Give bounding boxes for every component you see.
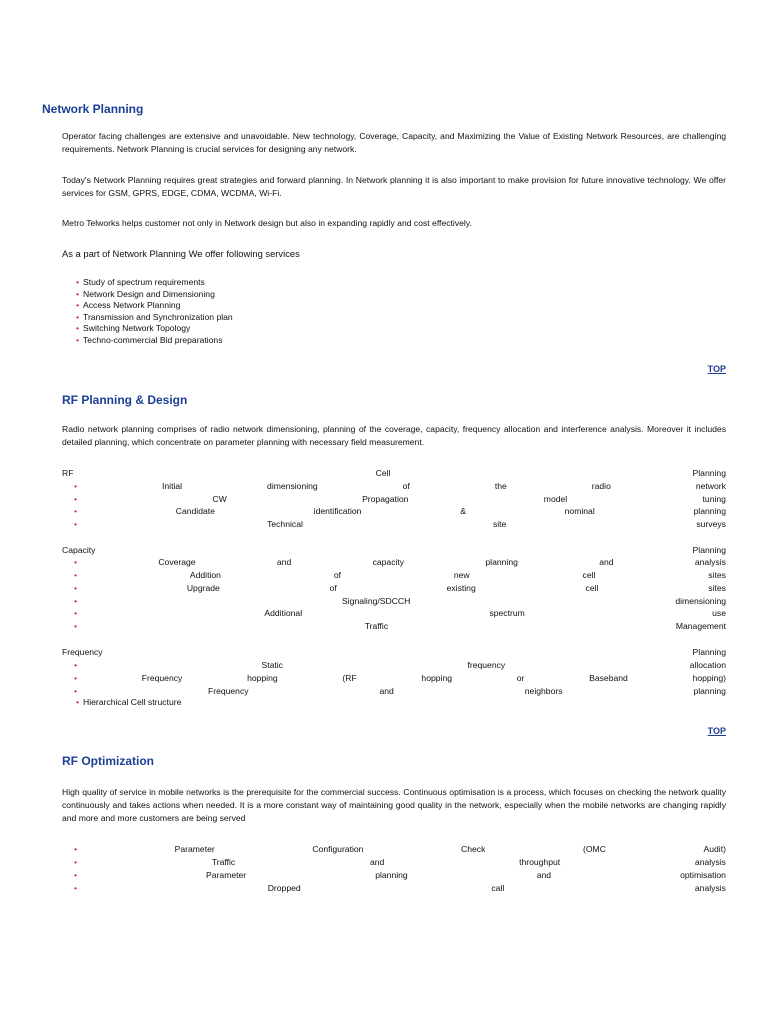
rf-cell-planning-heading xyxy=(62,466,726,479)
network-planning-strategy: Today's Network Planning requires great strategies and forward planning. In Network planning it is also important to make provision for future innovative technology. We offer services for GSM, GPRS, EDGE, CDMA, WCDMA, Wi-Fi. xyxy=(62,175,726,198)
word: of xyxy=(329,582,337,593)
list-item xyxy=(62,842,726,855)
word: throughput xyxy=(519,856,561,867)
word: Baseband xyxy=(589,672,628,683)
word: Static xyxy=(261,659,283,670)
bullet-icon: • xyxy=(74,493,78,504)
network-planning-metro: Metro Telworks helps customer not only in Network design but also in expanding rapidly and cost effectively. xyxy=(62,218,472,228)
word: cell xyxy=(585,582,599,593)
rf-planning-intro: Radio network planning comprises of radio network dimensioning, planning of the coverage, capacity, frequency allocation and interference analysis. Moreover it includes detailed planning, which concentrate on parameter planning with necessary field measurement. xyxy=(62,424,726,447)
word: Cell xyxy=(375,467,391,478)
bullet-icon: • xyxy=(74,582,78,593)
word: spectrum xyxy=(489,607,525,618)
word: Initial xyxy=(162,480,183,491)
word: planning xyxy=(693,685,726,696)
word: and xyxy=(379,685,394,696)
word: surveys xyxy=(696,518,726,529)
bullet-icon: • xyxy=(74,856,78,867)
list-item xyxy=(62,684,726,697)
rf-planning-heading: RF Planning & Design xyxy=(62,393,188,407)
word: and xyxy=(276,556,292,567)
list-item xyxy=(62,619,726,632)
word: Planning xyxy=(692,544,726,555)
bullet-icon: • xyxy=(74,569,78,580)
word: and xyxy=(369,856,385,867)
bullet-icon: • xyxy=(74,556,78,567)
word: analysis xyxy=(694,882,726,893)
bullet-icon: • xyxy=(74,869,78,880)
word: Upgrade xyxy=(186,582,220,593)
list-item xyxy=(62,479,726,492)
list-item: • Access Network Planning xyxy=(76,300,233,312)
list-item xyxy=(62,671,726,684)
word: Planning xyxy=(692,646,726,657)
word: and xyxy=(536,869,552,880)
word: analysis xyxy=(694,856,726,867)
word: Dropped xyxy=(267,882,301,893)
network-planning-lead: As a part of Network Planning We offer following services xyxy=(62,248,300,259)
bullet-icon: • xyxy=(74,505,78,516)
rf-optimization-intro: High quality of service in mobile networks is the prerequisite for the commercial success. Continuous optimisation is a process, which focuses on checking the network quality continuously and takes actions when needed. It is a more constant way of maintaining good quality in the network, especially when the mobile networks are changing rapidly and more and more customers are being served xyxy=(62,787,726,823)
bullet-icon: • xyxy=(74,672,78,683)
word: Technical xyxy=(267,518,303,529)
list-item xyxy=(62,568,726,581)
bullet-icon: • xyxy=(74,620,78,631)
word: Propagation xyxy=(362,493,409,504)
bullet-icon: • xyxy=(74,518,78,529)
bullet-icon: • xyxy=(74,607,78,618)
word: Capacity xyxy=(62,544,96,555)
word: Signaling/SDCCH xyxy=(342,595,411,606)
list-item: • Switching Network Topology xyxy=(76,323,233,335)
word: use xyxy=(712,607,726,618)
word: Additional xyxy=(264,607,303,618)
list-item: • Transmission and Synchronization plan xyxy=(76,312,233,324)
word: Check xyxy=(461,843,486,854)
word: Management xyxy=(675,620,726,631)
word: of xyxy=(333,569,341,580)
word: and xyxy=(599,556,614,567)
word: network xyxy=(695,480,726,491)
word: of xyxy=(402,480,410,491)
top-link[interactable]: TOP xyxy=(707,726,726,736)
word: Planning xyxy=(692,467,726,478)
word: new xyxy=(453,569,470,580)
list-item xyxy=(62,881,726,894)
word: Traffic xyxy=(211,856,236,867)
word: Parameter xyxy=(206,869,247,880)
bullet-icon: • xyxy=(74,685,78,696)
list-item xyxy=(62,606,726,619)
word: optimisation xyxy=(680,869,726,880)
word: & xyxy=(460,505,466,516)
list-item xyxy=(62,658,726,671)
list-item xyxy=(62,517,726,530)
word: hopping xyxy=(247,672,278,683)
list-item xyxy=(62,504,726,517)
word: planning xyxy=(485,556,518,567)
word: RF xyxy=(62,467,74,478)
word: site xyxy=(492,518,507,529)
word: existing xyxy=(446,582,476,593)
frequency-last-item xyxy=(76,697,181,709)
word: neighbors xyxy=(524,685,563,696)
word: capacity xyxy=(372,556,405,567)
list-item xyxy=(62,555,726,568)
bullet-icon: • xyxy=(74,843,78,854)
word: Frequency xyxy=(62,646,103,657)
word: Coverage xyxy=(158,556,196,567)
services-list xyxy=(76,277,233,347)
word: Frequency xyxy=(141,672,183,683)
bullet-icon: • xyxy=(74,595,78,606)
list-item xyxy=(62,581,726,594)
word: planning xyxy=(375,869,408,880)
word: (RF xyxy=(342,672,357,683)
word: CW xyxy=(212,493,227,504)
word: model xyxy=(543,493,568,504)
word: tuning xyxy=(702,493,726,504)
word: sites xyxy=(708,582,726,593)
word: identification xyxy=(313,505,362,516)
word: call xyxy=(491,882,505,893)
word: dimensioning xyxy=(675,595,726,606)
rf-optimization-heading: RF Optimization xyxy=(62,754,154,768)
top-link[interactable]: TOP xyxy=(707,364,726,374)
word: Frequency xyxy=(207,685,249,696)
word: Parameter xyxy=(174,843,215,854)
list-item xyxy=(62,868,726,881)
list-item: • Techno-commercial Bid preparations xyxy=(76,335,233,347)
word: frequency xyxy=(467,659,506,670)
word: dimensioning xyxy=(267,480,318,491)
list-item: • Study of spectrum requirements xyxy=(76,277,233,289)
word: the xyxy=(494,480,507,491)
list-item: • Hierarchical Cell structure xyxy=(76,697,181,709)
frequency-planning-heading xyxy=(62,645,726,658)
word: cell xyxy=(582,569,596,580)
word: sites xyxy=(708,569,726,580)
word: Candidate xyxy=(175,505,215,516)
bullet-icon: • xyxy=(74,659,78,670)
bullet-icon: • xyxy=(74,882,78,893)
word: Audit) xyxy=(703,843,726,854)
bullet-icon: • xyxy=(74,480,78,491)
word: allocation xyxy=(689,659,726,670)
list-item: • Network Design and Dimensioning xyxy=(76,289,233,301)
list-item xyxy=(62,855,726,868)
word: hopping xyxy=(421,672,453,683)
network-planning-intro: Operator facing challenges are extensive and unavoidable. New technology, Coverage, Capacity, and Maximizing the Value of Existing Network Resources, are challenging requirements. Network Planning is crucial services for designing any network. xyxy=(62,131,726,154)
network-planning-heading: Network Planning xyxy=(42,102,144,116)
word: radio xyxy=(591,480,611,491)
word: nominal xyxy=(564,505,595,516)
word: analysis xyxy=(694,556,726,567)
word: planning xyxy=(693,505,726,516)
word: hopping) xyxy=(692,672,726,683)
word: (OMC xyxy=(583,843,606,854)
word: Addition xyxy=(189,569,221,580)
word: or xyxy=(516,672,525,683)
word: Configuration xyxy=(312,843,364,854)
word: Traffic xyxy=(364,620,389,631)
